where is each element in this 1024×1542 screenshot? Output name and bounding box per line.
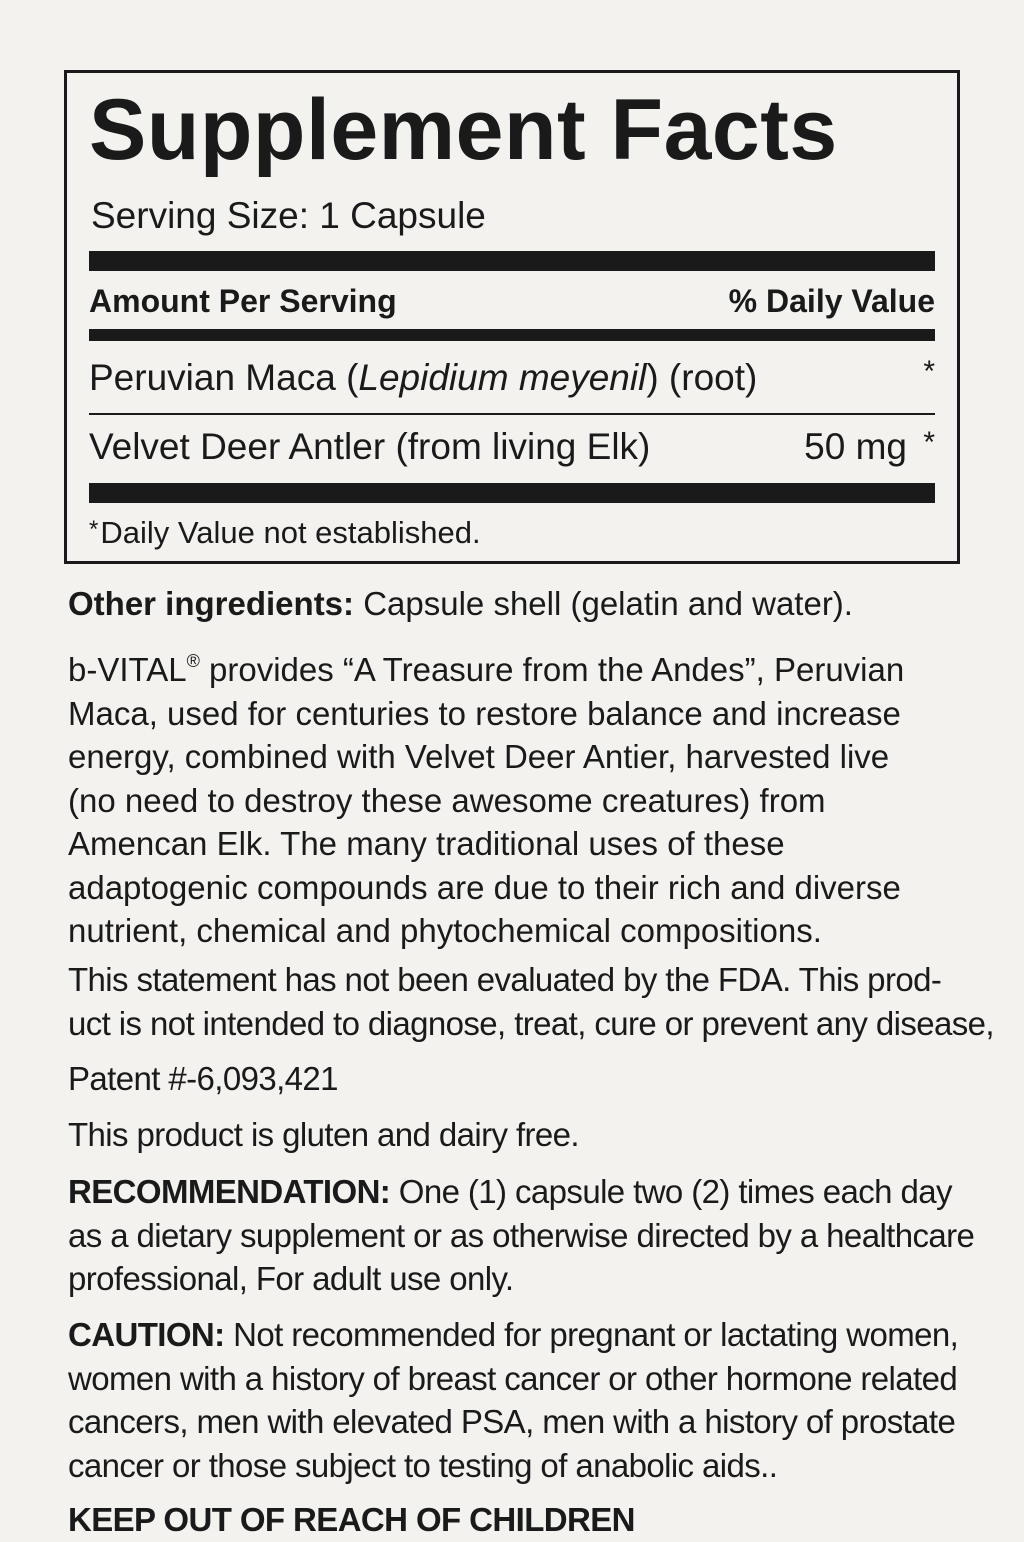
fda-statement: This statement has not been evaluated by the FDA. This prod- uct is not intended to diagnose, treat, cure or prevent any disease, bbox=[68, 961, 994, 1042]
divider-thick-top bbox=[89, 251, 935, 271]
ingredient-name: Peruvian Maca (Lepidium meyenil) (root) bbox=[89, 357, 758, 398]
product-description: b-VITAL® provides “A Treasure from the Andes”, Peruvian Maca, used for centuries to restore balance and increase energy, combined with Velvet Deer Antier, harvested live (no need to destroy these awesome creatures) from Amencan Elk. The many traditional uses of these adaptogenic compounds are due to their rich and diverse nutrient, chemical and phytochemical compositions. bbox=[68, 651, 905, 949]
amount-per-serving-header: Amount Per Serving bbox=[89, 283, 397, 319]
keep-out-of-reach: KEEP OUT OF REACH OF CHILDREN bbox=[68, 1501, 635, 1538]
recommendation: RECOMMENDATION: One (1) capsule two (2) times each day as a dietary supplement or as otherwise directed by a healthcare professional, For adult use only. bbox=[68, 1173, 975, 1297]
divider-medium bbox=[89, 329, 935, 341]
divider-thin bbox=[89, 413, 935, 415]
ingredient-daily-value: * bbox=[923, 355, 935, 388]
patent-number: Patent #-6,093,421 bbox=[68, 1060, 338, 1097]
facts-title: Supplement Facts bbox=[89, 82, 838, 178]
serving-size: Serving Size: 1 Capsule bbox=[91, 195, 486, 236]
supplement-facts-panel bbox=[64, 70, 960, 564]
ingredient-amount: 50 mg bbox=[804, 426, 907, 467]
other-ingredients: Other ingredients: Capsule shell (gelatin and water). bbox=[68, 585, 853, 622]
caution-warning: CAUTION: Not recommended for pregnant or lactating women, women with a history of breast cancer or other hormone related cancers, men with elevated PSA, men with a history of prostate cancer or those subject to testing of anabolic aids.. bbox=[68, 1316, 959, 1484]
daily-value-footnote: *Daily Value not established. bbox=[89, 515, 481, 550]
allergen-statement: This product is gluten and dairy free. bbox=[68, 1116, 579, 1153]
divider-thick-bottom bbox=[89, 483, 935, 503]
ingredient-name: Velvet Deer Antler (from living Elk) bbox=[89, 426, 651, 467]
ingredient-daily-value: * bbox=[923, 426, 935, 459]
daily-value-header: % Daily Value bbox=[728, 283, 935, 319]
